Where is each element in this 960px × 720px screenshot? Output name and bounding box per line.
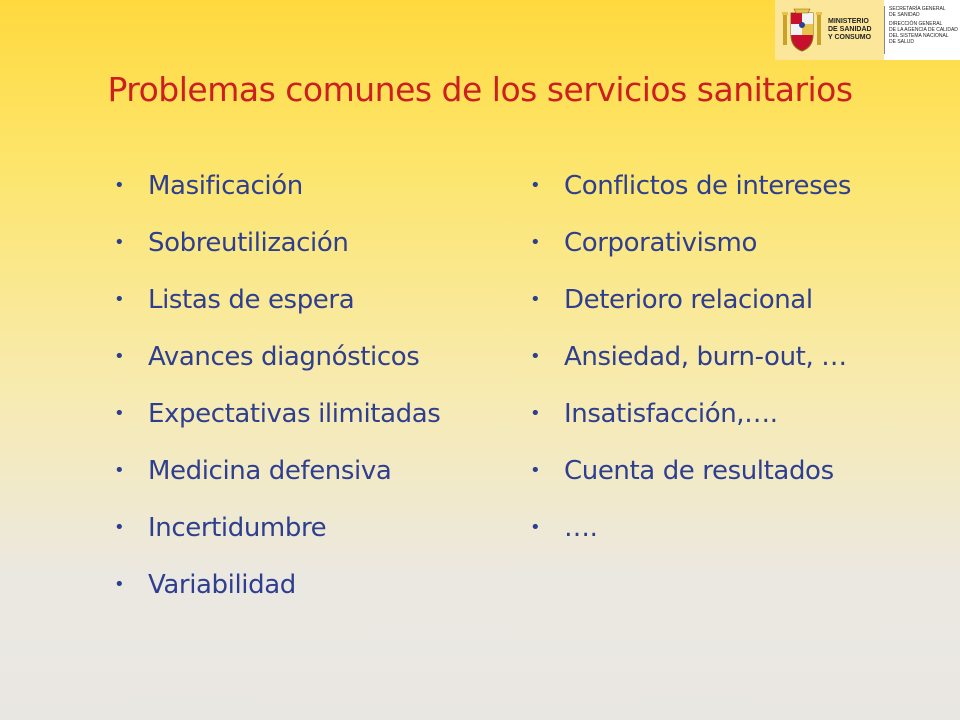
bullet-icon: •	[114, 517, 125, 538]
bullet-icon: •	[530, 346, 541, 367]
coat-of-arms-icon	[781, 7, 823, 53]
bullet-text: Ansiedad, burn-out, …	[564, 342, 847, 372]
bullet-icon: •	[530, 232, 541, 253]
bullet-item	[114, 166, 440, 223]
ministry-logo	[775, 0, 960, 60]
bullet-item	[114, 508, 440, 565]
bullet-text: Deterioro relacional	[564, 285, 813, 315]
bullet-icon: •	[530, 517, 541, 538]
bullet-text: Sobreutilización	[148, 228, 349, 258]
bullet-icon: •	[114, 460, 125, 481]
bullet-icon: •	[114, 403, 125, 424]
slide-title: Problemas comunes de los servicios sanitarios	[107, 70, 853, 109]
bullet-item	[114, 394, 440, 451]
bullet-icon: •	[530, 175, 541, 196]
bullet-item	[530, 451, 851, 508]
bullet-text: Cuenta de resultados	[564, 456, 834, 486]
bullet-icon: •	[114, 574, 125, 595]
bullet-icon: •	[530, 460, 541, 481]
secretaria-general: SECRETARÍA GENERAL DE SANIDAD	[889, 6, 946, 18]
bullet-text: Variabilidad	[148, 570, 296, 600]
bullet-icon: •	[114, 346, 125, 367]
bullet-text: Incertidumbre	[148, 513, 327, 543]
bullet-text: ….	[564, 513, 598, 543]
bullet-item	[114, 337, 440, 394]
bullet-item	[530, 508, 851, 565]
bullet-item	[530, 337, 851, 394]
bullet-item	[530, 280, 851, 337]
bullet-icon: •	[530, 289, 541, 310]
bullet-text: Corporativismo	[564, 228, 757, 258]
bullet-text: Masificación	[148, 171, 303, 201]
bullet-text: Expectativas ilimitadas	[148, 399, 441, 429]
bullet-text: Insatisfacción,….	[564, 399, 778, 429]
right-bullet-list	[530, 166, 851, 565]
bullet-item	[530, 166, 851, 223]
bullet-item	[114, 565, 440, 622]
ministry-departments	[885, 0, 960, 60]
bullet-text: Medicina defensiva	[148, 456, 392, 486]
bullet-item	[530, 394, 851, 451]
bullet-item	[530, 223, 851, 280]
bullet-text: Listas de espera	[148, 285, 355, 315]
bullet-text: Conflictos de intereses	[564, 171, 852, 201]
bullet-icon: •	[114, 289, 125, 310]
bullet-icon: •	[114, 232, 125, 253]
direccion-general: DIRECCIÓN GENERAL DE LA AGENCIA DE CALIDAD DEL SISTEMA NACIONAL DE SALUD	[889, 21, 958, 45]
ministry-logo-left	[775, 0, 884, 60]
bullet-icon: •	[530, 403, 541, 424]
left-bullet-list	[114, 166, 440, 622]
bullet-text: Avances diagnósticos	[148, 342, 420, 372]
bullet-item	[114, 451, 440, 508]
ministry-name: MINISTERIO DE SANIDAD Y CONSUMO	[828, 18, 872, 41]
bullet-icon: •	[114, 175, 125, 196]
bullet-item	[114, 280, 440, 337]
bullet-item	[114, 223, 440, 280]
